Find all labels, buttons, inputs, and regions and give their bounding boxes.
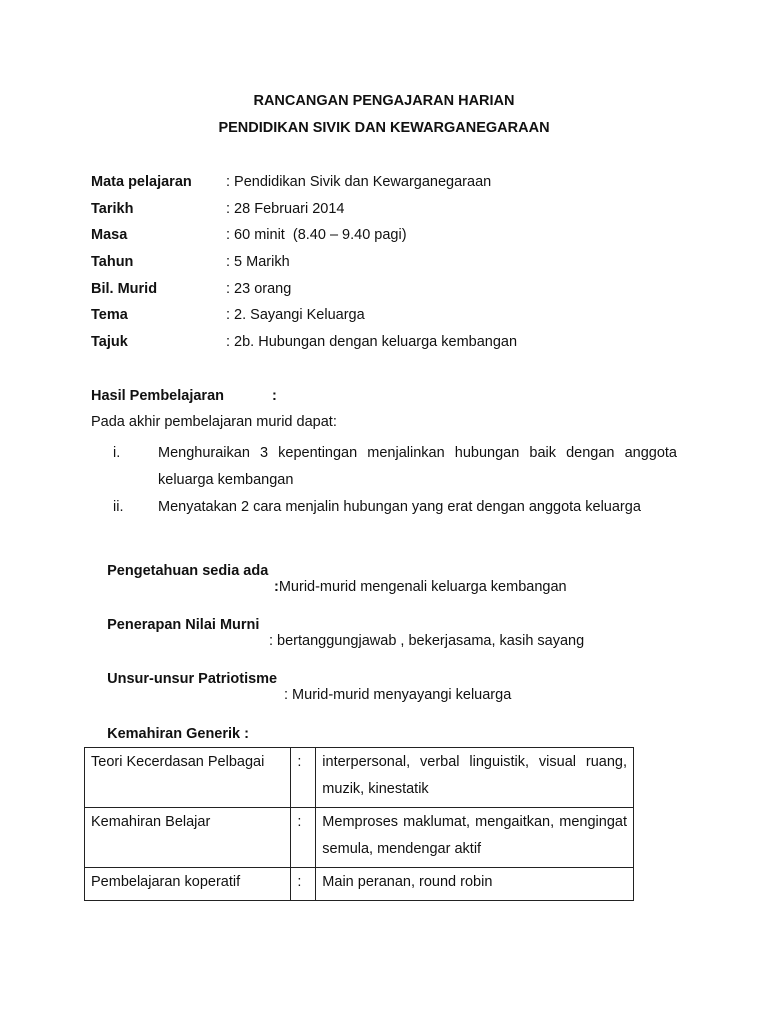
info-value: : 28 Februari 2014 [226, 200, 345, 217]
info-label: Tahun [91, 254, 134, 271]
learning-outcomes-label: Hasil Pembelajaran [91, 388, 224, 404]
info-value: : 2b. Hubungan dengan keluarga kembangan [226, 334, 518, 351]
objective-number: ii. [113, 499, 124, 515]
table-row [85, 808, 634, 868]
generic-skills-label: Kemahiran Generik : [107, 726, 249, 742]
learning-outcomes-intro: Pada akhir pembelajaran murid dapat: [91, 414, 337, 430]
prior-knowledge-colon: : [274, 579, 279, 595]
info-row [91, 280, 691, 307]
skill-separator: : [291, 748, 316, 808]
skill-value: interpersonal, verbal linguistik, visual ruang, muzik, kinestatik [316, 748, 634, 808]
info-row [91, 173, 691, 200]
skill-name: Teori Kecerdasan Pelbagai [85, 748, 291, 808]
skill-value: Memproses maklumat, mengaitkan, mengingat semula, mendengar aktif [316, 808, 634, 868]
prior-knowledge-value [274, 579, 567, 595]
prior-knowledge-label: Pengetahuan sedia ada [107, 563, 269, 579]
learning-outcomes-colon: : [272, 388, 277, 404]
objective-item [91, 494, 677, 521]
info-label: Masa [91, 227, 128, 244]
objectives-list [91, 440, 677, 521]
learning-outcomes-heading [91, 388, 277, 404]
skill-name: Kemahiran Belajar [85, 808, 291, 868]
table-row [85, 748, 634, 808]
objective-text: Menghuraikan 3 kepentingan menjalinkan hubungan baik dengan anggota keluarga kembangan [158, 445, 677, 488]
lesson-info [91, 173, 691, 360]
objective-number: i. [113, 445, 121, 461]
skill-name: Pembelajaran koperatif [85, 868, 291, 901]
skill-separator: : [291, 808, 316, 868]
info-label: Bil. Murid [91, 280, 158, 297]
skill-value: Main peranan, round robin [316, 868, 634, 901]
info-value: : 60 minit (8.40 – 9.40 pagi) [226, 227, 407, 244]
patriotism-value: : Murid-murid menyayangi keluarga [284, 687, 512, 703]
prior-knowledge-text: Murid-murid mengenali keluarga kembangan [278, 579, 567, 595]
skill-separator: : [291, 868, 316, 901]
info-row [91, 306, 691, 333]
moral-values-value: : bertanggungjawab , bekerjasama, kasih sayang [269, 633, 585, 649]
info-value: : 5 Marikh [226, 254, 290, 271]
table-row [85, 868, 634, 901]
moral-values-label: Penerapan Nilai Murni [107, 617, 260, 633]
objective-text: Menyatakan 2 cara menjalin hubungan yang erat dengan anggota keluarga [158, 499, 641, 515]
generic-skills-table [84, 747, 634, 901]
info-row [91, 253, 691, 280]
info-value: : 2. Sayangi Keluarga [226, 307, 365, 324]
info-label: Mata pelajaran [91, 174, 192, 190]
info-row [91, 333, 691, 360]
info-row [91, 200, 691, 227]
info-value: : 23 orang [226, 280, 292, 297]
document-subtitle: PENDIDIKAN SIVIK DAN KEWARGANEGARAAN [218, 120, 550, 136]
patriotism-label: Unsur-unsur Patriotisme [107, 671, 278, 687]
info-label: Tarikh [91, 200, 134, 217]
info-row [91, 226, 691, 253]
document-title: RANCANGAN PENGAJARAN HARIAN [253, 93, 515, 109]
info-label: Tajuk [91, 334, 128, 351]
info-label: Tema [91, 307, 128, 324]
info-value: : Pendidikan Sivik dan Kewarganegaraan [226, 174, 492, 190]
objective-item [91, 440, 677, 494]
